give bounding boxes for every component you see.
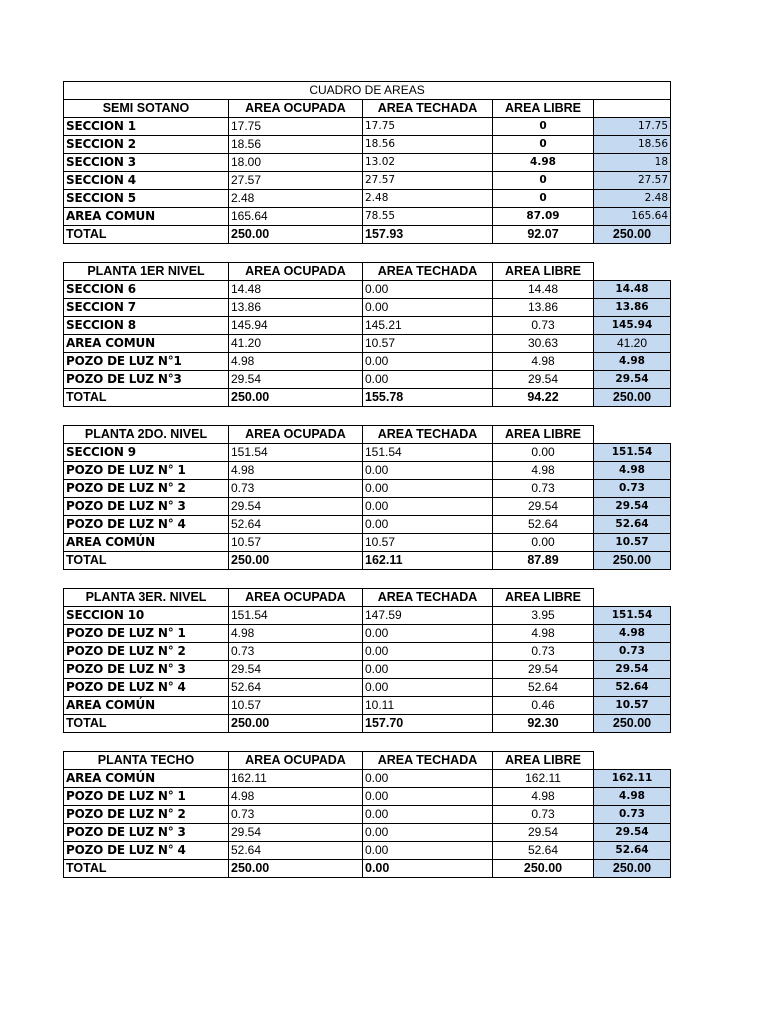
table-row — [64, 643, 671, 661]
header-blank — [594, 263, 671, 281]
cell-area-ocupada: 145.94 — [229, 317, 363, 335]
cell-total: 29.54 — [594, 661, 671, 679]
cell-area-ocupada: 10.57 — [229, 697, 363, 715]
table-row — [64, 136, 671, 154]
cell-area-libre: 29.54 — [493, 661, 594, 679]
cell-area-techada: 2.48 — [363, 190, 493, 208]
cell-area-libre: 4.98 — [493, 353, 594, 371]
cell-total: 10.57 — [594, 697, 671, 715]
row-name: SECCION 10 — [64, 607, 229, 625]
header-area-ocupada: AREA OCUPADA — [229, 589, 363, 607]
cell-area-libre: 4.98 — [493, 462, 594, 480]
cell-total: 145.94 — [594, 317, 671, 335]
cell-area-libre: 0.46 — [493, 697, 594, 715]
cell-area-ocupada: 2.48 — [229, 190, 363, 208]
cell-total: 0.73 — [594, 643, 671, 661]
header-blank — [594, 100, 671, 118]
header-blank — [594, 752, 671, 770]
table-row — [64, 824, 671, 842]
total-area-techada: 0.00 — [363, 860, 493, 878]
cell-area-libre: 4.98 — [493, 625, 594, 643]
cell-area-ocupada: 4.98 — [229, 788, 363, 806]
header-area-ocupada: AREA OCUPADA — [229, 263, 363, 281]
cell-area-ocupada: 151.54 — [229, 607, 363, 625]
cell-total: 151.54 — [594, 607, 671, 625]
title-row — [64, 82, 671, 100]
header-area-libre: AREA LIBRE — [493, 263, 594, 281]
row-name: SECCION 1 — [64, 118, 229, 136]
header-area-libre: AREA LIBRE — [493, 100, 594, 118]
total-sum: 250.00 — [594, 226, 671, 244]
cell-total: 4.98 — [594, 788, 671, 806]
table-row — [64, 317, 671, 335]
table-row — [64, 444, 671, 462]
cell-area-ocupada: 4.98 — [229, 353, 363, 371]
cell-area-libre: 0 — [493, 118, 594, 136]
total-sum: 250.00 — [594, 389, 671, 407]
cell-area-techada: 13.02 — [363, 154, 493, 172]
cell-area-ocupada: 0.73 — [229, 643, 363, 661]
cell-area-techada: 0.00 — [363, 842, 493, 860]
total-area-ocupada: 250.00 — [229, 715, 363, 733]
cell-area-ocupada: 52.64 — [229, 516, 363, 534]
cell-area-techada: 151.54 — [363, 444, 493, 462]
cell-total: 4.98 — [594, 462, 671, 480]
cell-total: 165.64 — [594, 208, 671, 226]
table-row — [64, 208, 671, 226]
cell-area-ocupada: 4.98 — [229, 625, 363, 643]
cell-area-techada: 0.00 — [363, 679, 493, 697]
section-label: PLANTA 1ER NIVEL — [64, 263, 229, 281]
total-label: TOTAL — [64, 715, 229, 733]
row-name: POZO DE LUZ N°1 — [64, 353, 229, 371]
cell-area-techada: 0.00 — [363, 299, 493, 317]
table-row — [64, 534, 671, 552]
cell-area-libre: 30.63 — [493, 335, 594, 353]
cell-area-techada: 0.00 — [363, 371, 493, 389]
row-name: AREA COMUN — [64, 335, 229, 353]
cell-area-libre: 4.98 — [493, 788, 594, 806]
row-name: AREA COMUN — [64, 208, 229, 226]
row-name: AREA COMÚN — [64, 770, 229, 788]
cell-area-techada: 0.00 — [363, 462, 493, 480]
cell-area-techada: 10.57 — [363, 534, 493, 552]
cell-area-techada: 0.00 — [363, 824, 493, 842]
row-name: POZO DE LUZ N° 3 — [64, 661, 229, 679]
cell-area-libre: 0.73 — [493, 806, 594, 824]
cell-area-ocupada: 162.11 — [229, 770, 363, 788]
sheet-title: CUADRO DE AREAS — [64, 82, 671, 100]
cell-total: 0.73 — [594, 806, 671, 824]
header-area-techada: AREA TECHADA — [363, 752, 493, 770]
total-row — [64, 860, 671, 878]
total-area-libre: 92.07 — [493, 226, 594, 244]
cell-area-ocupada: 13.86 — [229, 299, 363, 317]
total-area-techada: 155.78 — [363, 389, 493, 407]
total-area-libre: 94.22 — [493, 389, 594, 407]
total-area-ocupada: 250.00 — [229, 226, 363, 244]
areas-sheet — [63, 81, 670, 896]
header-blank — [594, 589, 671, 607]
areas-table-0 — [63, 81, 671, 244]
cell-area-libre: 0 — [493, 172, 594, 190]
cell-total: 17.75 — [594, 118, 671, 136]
row-name: SECCION 8 — [64, 317, 229, 335]
total-label: TOTAL — [64, 552, 229, 570]
row-name: SECCION 9 — [64, 444, 229, 462]
cell-total: 10.57 — [594, 534, 671, 552]
cell-area-ocupada: 18.56 — [229, 136, 363, 154]
row-name: POZO DE LUZ N° 4 — [64, 516, 229, 534]
cell-area-libre: 29.54 — [493, 371, 594, 389]
table-row — [64, 842, 671, 860]
cell-area-techada: 78.55 — [363, 208, 493, 226]
row-name: POZO DE LUZ N° 2 — [64, 806, 229, 824]
row-name: POZO DE LUZ N° 3 — [64, 498, 229, 516]
cell-area-techada: 0.00 — [363, 498, 493, 516]
total-row — [64, 389, 671, 407]
row-name: POZO DE LUZ N° 2 — [64, 643, 229, 661]
cell-area-ocupada: 29.54 — [229, 498, 363, 516]
cell-area-techada: 17.75 — [363, 118, 493, 136]
cell-total: 14.48 — [594, 281, 671, 299]
row-name: SECCION 4 — [64, 172, 229, 190]
cell-area-libre: 0.73 — [493, 317, 594, 335]
cell-area-ocupada: 10.57 — [229, 534, 363, 552]
table-row — [64, 190, 671, 208]
cell-area-libre: 52.64 — [493, 842, 594, 860]
cell-total: 29.54 — [594, 371, 671, 389]
cell-total: 0.73 — [594, 480, 671, 498]
areas-table-4 — [63, 751, 671, 878]
cell-area-libre: 0.73 — [493, 643, 594, 661]
cell-area-libre: 0.73 — [493, 480, 594, 498]
table-row — [64, 335, 671, 353]
table-row — [64, 281, 671, 299]
cell-area-techada: 0.00 — [363, 625, 493, 643]
table-row — [64, 154, 671, 172]
cell-area-techada: 0.00 — [363, 643, 493, 661]
cell-area-techada: 0.00 — [363, 806, 493, 824]
cell-total: 29.54 — [594, 824, 671, 842]
total-area-libre: 250.00 — [493, 860, 594, 878]
total-row — [64, 226, 671, 244]
cell-area-libre: 0.00 — [493, 444, 594, 462]
row-name: POZO DE LUZ N° 3 — [64, 824, 229, 842]
header-row — [64, 100, 671, 118]
header-row — [64, 589, 671, 607]
total-sum: 250.00 — [594, 715, 671, 733]
total-label: TOTAL — [64, 389, 229, 407]
cell-area-libre: 87.09 — [493, 208, 594, 226]
table-row — [64, 679, 671, 697]
cell-area-ocupada: 41.20 — [229, 335, 363, 353]
cell-area-ocupada: 52.64 — [229, 842, 363, 860]
cell-area-ocupada: 0.73 — [229, 480, 363, 498]
cell-area-libre: 29.54 — [493, 498, 594, 516]
cell-area-techada: 10.11 — [363, 697, 493, 715]
section-label: SEMI SOTANO — [64, 100, 229, 118]
cell-total: 29.54 — [594, 498, 671, 516]
total-area-libre: 87.89 — [493, 552, 594, 570]
areas-table-1 — [63, 262, 671, 407]
total-area-techada: 157.70 — [363, 715, 493, 733]
table-row — [64, 697, 671, 715]
row-name: POZO DE LUZ N° 4 — [64, 842, 229, 860]
row-name: POZO DE LUZ N° 1 — [64, 788, 229, 806]
table-row — [64, 353, 671, 371]
total-sum: 250.00 — [594, 860, 671, 878]
header-area-ocupada: AREA OCUPADA — [229, 752, 363, 770]
cell-area-ocupada: 29.54 — [229, 824, 363, 842]
table-row — [64, 806, 671, 824]
header-row — [64, 752, 671, 770]
total-sum: 250.00 — [594, 552, 671, 570]
table-row — [64, 625, 671, 643]
cell-total: 52.64 — [594, 679, 671, 697]
total-label: TOTAL — [64, 226, 229, 244]
cell-area-ocupada: 52.64 — [229, 679, 363, 697]
cell-area-ocupada: 18.00 — [229, 154, 363, 172]
row-name: SECCION 7 — [64, 299, 229, 317]
row-name: AREA COMÚN — [64, 534, 229, 552]
cell-area-techada: 0.00 — [363, 516, 493, 534]
cell-total: 18 — [594, 154, 671, 172]
cell-area-ocupada: 165.64 — [229, 208, 363, 226]
total-row — [64, 552, 671, 570]
cell-area-ocupada: 27.57 — [229, 172, 363, 190]
cell-area-techada: 0.00 — [363, 353, 493, 371]
total-label: TOTAL — [64, 860, 229, 878]
table-row — [64, 788, 671, 806]
cell-area-ocupada: 29.54 — [229, 371, 363, 389]
total-area-ocupada: 250.00 — [229, 389, 363, 407]
cell-total: 4.98 — [594, 625, 671, 643]
cell-area-libre: 3.95 — [493, 607, 594, 625]
cell-area-libre: 0.00 — [493, 534, 594, 552]
cell-total: 18.56 — [594, 136, 671, 154]
header-area-techada: AREA TECHADA — [363, 589, 493, 607]
header-blank — [594, 426, 671, 444]
row-name: SECCION 3 — [64, 154, 229, 172]
total-row — [64, 715, 671, 733]
cell-area-libre: 52.64 — [493, 679, 594, 697]
cell-area-techada: 0.00 — [363, 661, 493, 679]
cell-area-techada: 27.57 — [363, 172, 493, 190]
cell-area-libre: 14.48 — [493, 281, 594, 299]
header-area-libre: AREA LIBRE — [493, 589, 594, 607]
table-row — [64, 462, 671, 480]
cell-total: 4.98 — [594, 353, 671, 371]
cell-area-techada: 0.00 — [363, 770, 493, 788]
section-label: PLANTA 2DO. NIVEL — [64, 426, 229, 444]
cell-area-ocupada: 14.48 — [229, 281, 363, 299]
table-row — [64, 661, 671, 679]
table-row — [64, 607, 671, 625]
areas-table-2 — [63, 425, 671, 570]
table-row — [64, 498, 671, 516]
row-name: POZO DE LUZ N° 1 — [64, 625, 229, 643]
total-area-techada: 157.93 — [363, 226, 493, 244]
table-row — [64, 118, 671, 136]
cell-area-libre: 29.54 — [493, 824, 594, 842]
row-name: SECCION 6 — [64, 281, 229, 299]
cell-total: 27.57 — [594, 172, 671, 190]
header-area-libre: AREA LIBRE — [493, 426, 594, 444]
header-area-techada: AREA TECHADA — [363, 263, 493, 281]
cell-area-libre: 162.11 — [493, 770, 594, 788]
cell-area-ocupada: 4.98 — [229, 462, 363, 480]
cell-area-ocupada: 0.73 — [229, 806, 363, 824]
areas-table-3 — [63, 588, 671, 733]
cell-area-techada: 147.59 — [363, 607, 493, 625]
cell-area-libre: 13.86 — [493, 299, 594, 317]
row-name: AREA COMÚN — [64, 697, 229, 715]
cell-area-ocupada: 151.54 — [229, 444, 363, 462]
cell-area-ocupada: 29.54 — [229, 661, 363, 679]
cell-total: 162.11 — [594, 770, 671, 788]
cell-area-techada: 18.56 — [363, 136, 493, 154]
cell-total: 13.86 — [594, 299, 671, 317]
section-label: PLANTA TECHO — [64, 752, 229, 770]
header-area-ocupada: AREA OCUPADA — [229, 426, 363, 444]
table-row — [64, 172, 671, 190]
total-area-ocupada: 250.00 — [229, 552, 363, 570]
header-area-techada: AREA TECHADA — [363, 100, 493, 118]
row-name: POZO DE LUZ N° 1 — [64, 462, 229, 480]
cell-total: 41.20 — [594, 335, 671, 353]
cell-area-techada: 0.00 — [363, 788, 493, 806]
cell-area-ocupada: 17.75 — [229, 118, 363, 136]
table-row — [64, 480, 671, 498]
row-name: SECCION 2 — [64, 136, 229, 154]
cell-area-libre: 52.64 — [493, 516, 594, 534]
cell-area-techada: 10.57 — [363, 335, 493, 353]
cell-total: 52.64 — [594, 842, 671, 860]
cell-total: 52.64 — [594, 516, 671, 534]
header-row — [64, 263, 671, 281]
row-name: POZO DE LUZ N°3 — [64, 371, 229, 389]
total-area-ocupada: 250.00 — [229, 860, 363, 878]
row-name: POZO DE LUZ N° 4 — [64, 679, 229, 697]
cell-area-techada: 145.21 — [363, 317, 493, 335]
total-area-techada: 162.11 — [363, 552, 493, 570]
cell-total: 2.48 — [594, 190, 671, 208]
table-row — [64, 299, 671, 317]
header-row — [64, 426, 671, 444]
cell-area-techada: 0.00 — [363, 281, 493, 299]
row-name: POZO DE LUZ N° 2 — [64, 480, 229, 498]
header-area-ocupada: AREA OCUPADA — [229, 100, 363, 118]
cell-area-libre: 4.98 — [493, 154, 594, 172]
cell-area-libre: 0 — [493, 190, 594, 208]
table-row — [64, 371, 671, 389]
header-area-libre: AREA LIBRE — [493, 752, 594, 770]
cell-area-libre: 0 — [493, 136, 594, 154]
table-row — [64, 516, 671, 534]
cell-total: 151.54 — [594, 444, 671, 462]
row-name: SECCION 5 — [64, 190, 229, 208]
total-area-libre: 92.30 — [493, 715, 594, 733]
table-row — [64, 770, 671, 788]
section-label: PLANTA 3ER. NIVEL — [64, 589, 229, 607]
cell-area-techada: 0.00 — [363, 480, 493, 498]
header-area-techada: AREA TECHADA — [363, 426, 493, 444]
